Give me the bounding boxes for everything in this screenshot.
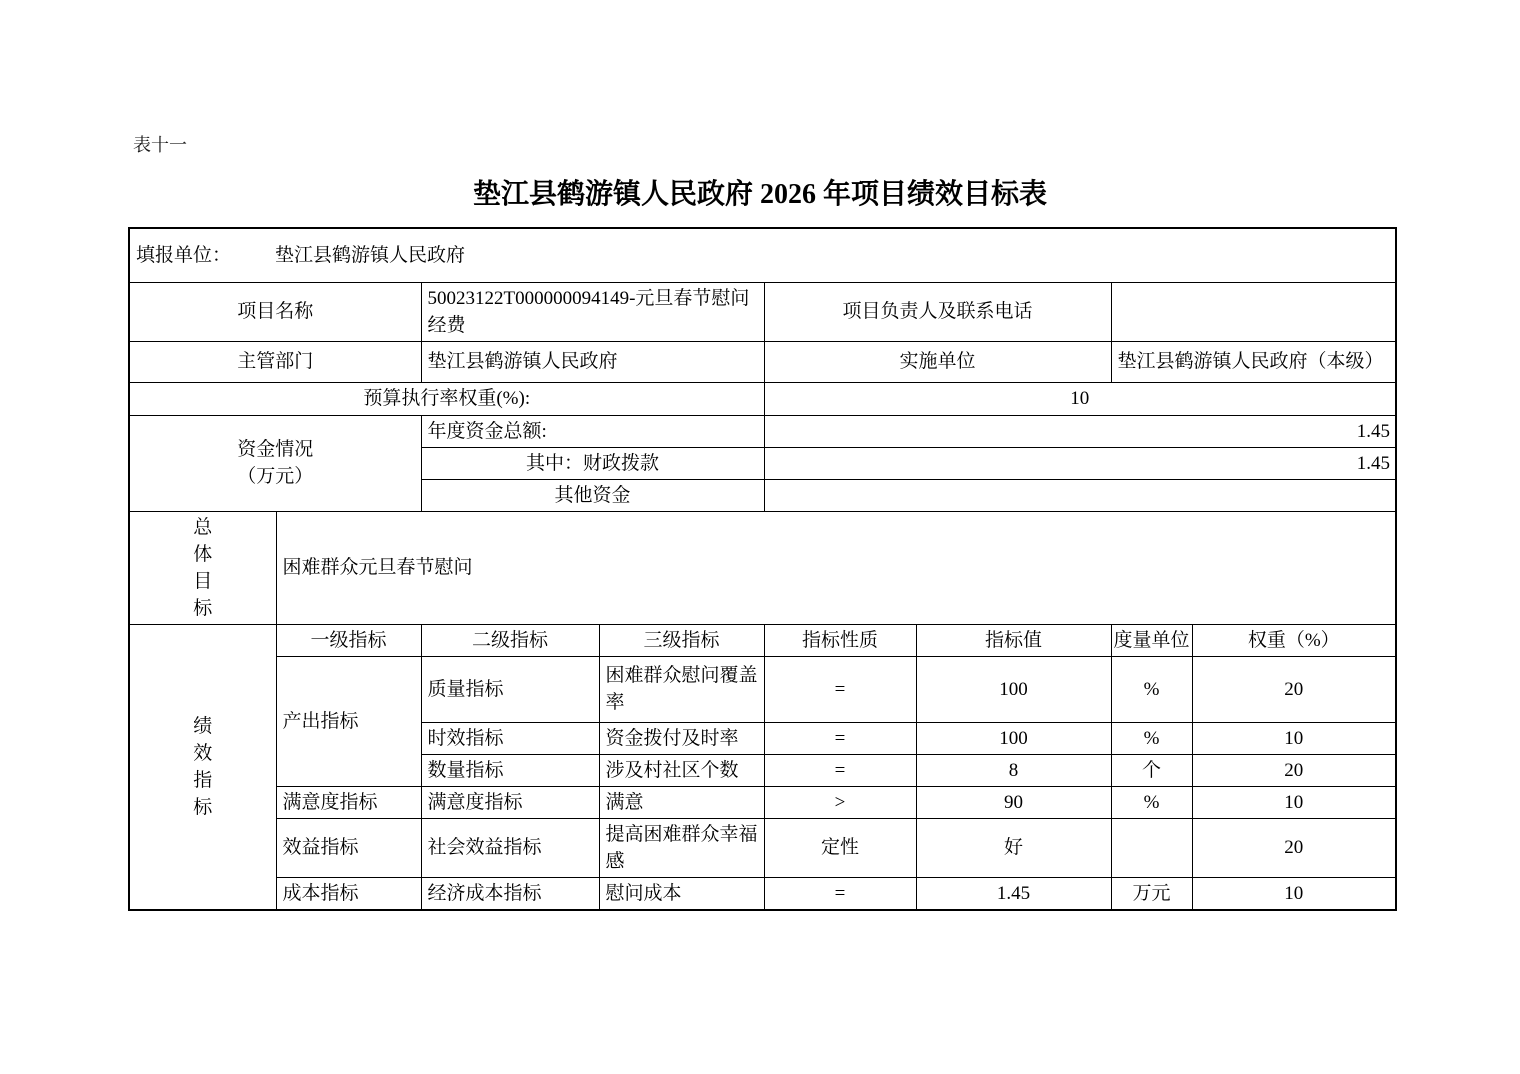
header-unit: 度量单位 — [1111, 624, 1192, 656]
performance-target-table — [128, 227, 1397, 911]
fiscal-funds-value: 1.45 — [764, 447, 1396, 479]
indicator-level2: 满意度指标 — [421, 786, 599, 818]
project-name-label: 项目名称 — [129, 282, 421, 341]
indicator-weight: 10 — [1192, 722, 1396, 754]
funds-label-line2: （万元） — [237, 466, 314, 487]
indicator-level3: 涉及村社区个数 — [599, 754, 764, 786]
indicator-nature: = — [764, 754, 916, 786]
overall-goal-label-cell — [129, 511, 276, 624]
indicator-level1: 产出指标 — [276, 656, 421, 786]
indicator-unit: % — [1111, 656, 1192, 722]
indicator-level3: 提高困难群众幸福感 — [599, 818, 764, 877]
indicator-row — [129, 818, 1396, 877]
indicator-weight: 20 — [1192, 818, 1396, 877]
table-row — [129, 228, 1396, 282]
indicator-row — [129, 786, 1396, 818]
indicator-unit: 个 — [1111, 754, 1192, 786]
impl-unit-value: 垫江县鹤游镇人民政府（本级） — [1111, 341, 1396, 382]
indicator-unit — [1111, 818, 1192, 877]
indicator-level2: 质量指标 — [421, 656, 599, 722]
other-funds-label: 其他资金 — [421, 479, 764, 511]
reporting-unit-cell — [129, 228, 1396, 282]
annual-total-label: 年度资金总额: — [421, 415, 764, 447]
header-weight: 权重（%） — [1192, 624, 1396, 656]
indicator-weight: 10 — [1192, 786, 1396, 818]
budget-rate-label: 预算执行率权重(%): — [129, 382, 764, 415]
indicator-level2: 数量指标 — [421, 754, 599, 786]
indicator-section-label: 绩效指标 — [193, 715, 213, 818]
indicator-level3: 满意 — [599, 786, 764, 818]
table-row — [129, 341, 1396, 382]
funds-section-label — [129, 415, 421, 511]
indicator-value: 8 — [916, 754, 1111, 786]
indicator-value: 100 — [916, 722, 1111, 754]
indicator-level1: 满意度指标 — [276, 786, 421, 818]
indicator-unit: % — [1111, 786, 1192, 818]
indicator-level2: 经济成本指标 — [421, 877, 599, 910]
indicator-level3: 资金拨付及时率 — [599, 722, 764, 754]
indicator-nature: = — [764, 656, 916, 722]
sheet-number-label: 表十一 — [133, 135, 187, 155]
indicator-section-label-cell — [129, 624, 276, 910]
reporting-unit-value: 垫江县鹤游镇人民政府 — [275, 244, 466, 266]
project-leader-value — [1111, 282, 1396, 341]
header-value: 指标值 — [916, 624, 1111, 656]
indicator-level1: 成本指标 — [276, 877, 421, 910]
header-level2: 二级指标 — [421, 624, 599, 656]
indicator-value: 90 — [916, 786, 1111, 818]
table-row — [129, 511, 1396, 624]
impl-unit-label: 实施单位 — [764, 341, 1111, 382]
indicator-level2: 社会效益指标 — [421, 818, 599, 877]
funds-label-line1: 资金情况 — [237, 439, 314, 460]
table-row — [129, 415, 1396, 447]
page-title: 垫江县鹤游镇人民政府 2026 年项目绩效目标表 — [472, 179, 1047, 210]
indicator-level2: 时效指标 — [421, 722, 599, 754]
budget-rate-value: 10 — [764, 382, 1396, 415]
indicator-unit: % — [1111, 722, 1192, 754]
project-name-value: 50023122T000000094149-元旦春节慰问经费 — [421, 282, 764, 341]
annual-total-value: 1.45 — [764, 415, 1396, 447]
table-row — [129, 282, 1396, 341]
indicator-header-row — [129, 624, 1396, 656]
indicator-nature: = — [764, 722, 916, 754]
indicator-row — [129, 877, 1396, 910]
indicator-value: 好 — [916, 818, 1111, 877]
indicator-weight: 20 — [1192, 656, 1396, 722]
overall-goal-label: 总体目标 — [193, 516, 213, 619]
indicator-value: 100 — [916, 656, 1111, 722]
indicator-nature: = — [764, 877, 916, 910]
reporting-unit-label: 填报单位： — [136, 244, 232, 266]
fiscal-funds-label: 其中：财政拨款 — [421, 447, 764, 479]
indicator-level1: 效益指标 — [276, 818, 421, 877]
indicator-level3: 慰问成本 — [599, 877, 764, 910]
dept-label: 主管部门 — [129, 341, 421, 382]
indicator-value: 1.45 — [916, 877, 1111, 910]
indicator-weight: 10 — [1192, 877, 1396, 910]
header-level1: 一级指标 — [276, 624, 421, 656]
indicator-nature: > — [764, 786, 916, 818]
indicator-unit: 万元 — [1111, 877, 1192, 910]
overall-goal-value: 困难群众元旦春节慰问 — [276, 511, 1396, 624]
table-row — [129, 382, 1396, 415]
other-funds-value — [764, 479, 1396, 511]
dept-value: 垫江县鹤游镇人民政府 — [421, 341, 764, 382]
indicator-weight: 20 — [1192, 754, 1396, 786]
header-level3: 三级指标 — [599, 624, 764, 656]
header-nature: 指标性质 — [764, 624, 916, 656]
indicator-nature: 定性 — [764, 818, 916, 877]
indicator-row — [129, 656, 1396, 722]
indicator-level3: 困难群众慰问覆盖率 — [599, 656, 764, 722]
project-leader-label: 项目负责人及联系电话 — [764, 282, 1111, 341]
